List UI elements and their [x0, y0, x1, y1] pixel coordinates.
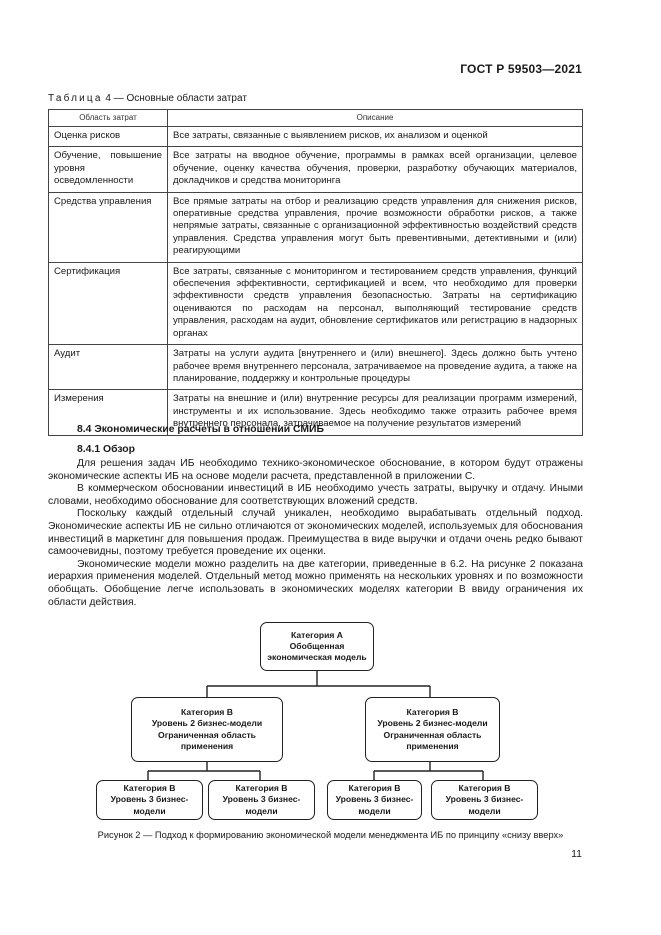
cost-description-cell: Все затраты, связанные с выявлением рисков, их анализом и оценкой [168, 127, 583, 147]
paragraph: Экономические модели можно разделить на две категории, приведенные в 6.2. На рисунке 2 показана иерархия применения моделей. Отдельный метод можно применять на нескольких уровнях и по возможности обобщать. Обобщение легче использовать в экономических моделях категории В ввиду ограничения их области действия. [48, 558, 583, 608]
box-line: Уровень 2 бизнес-модели [377, 718, 488, 729]
box-line: Категория В [181, 707, 233, 718]
section-heading: 8.4 Экономические расчеты в отношении СМИБ [77, 424, 324, 435]
paragraph: Для решения задач ИБ необходимо технико-экономическое обоснование, в котором будут отражены экономические аспекты ИБ на основе модели расчета, представленной в приложении С. [48, 458, 583, 482]
column-header-area: Область затрат [49, 110, 168, 127]
box-line: Категория А [291, 629, 343, 640]
box-line: экономическая модель [267, 652, 367, 663]
box-line: модели [133, 805, 166, 816]
box-line: Категория В [406, 707, 459, 718]
page-number: 11 [571, 848, 582, 860]
level3-box [208, 780, 315, 820]
box-line: Категория В [123, 783, 176, 794]
paragraph: В коммерческом обосновании инвестиций в ИБ необходимо учесть затраты, выручку и отдачу. Иными словами, необходимо обоснование для соответствующих вложений средств. [48, 483, 583, 507]
paragraph: Поскольку каждый отдельный случай уникален, необходимо вырабатывать отдельный подход. Экономические аспекты ИБ не сильно отличаются от экономических моделей, используемых для обоснования инвестиций в маркетинг для повышения продаж. Преимущества в виде выручки и отдачи очень редко бывают самоочевидны, поэтому требуется проведение их оценки. [48, 508, 583, 558]
box-line: Уровень 3 бизнес- [445, 794, 524, 805]
box-line: Уровень 3 бизнес- [335, 794, 414, 805]
standard-number: ГОСТ Р 59503—2021 [460, 62, 582, 76]
figure-caption: Рисунок 2 — Подход к формированию экономической модели менеджмента ИБ по принципу «снизу вверх» [97, 830, 564, 840]
cost-description-cell: Затраты на внешние и (или) внутренние ресурсы для реализации программ измерений, инструменты и их использование. Здесь необходимо также отразить рабочее время внутреннего персонала, затрачиваемое на получение результатов измерений [168, 390, 583, 435]
table-caption-title: 4 — Основные области затрат [102, 93, 247, 104]
table-caption-prefix: Таблица [48, 93, 103, 104]
box-line: Категория В [235, 783, 288, 794]
box-line: Ограниченная область [383, 729, 482, 740]
level3-box [327, 780, 422, 820]
box-line: модели [358, 805, 391, 816]
cost-area-cell: Сертификация [49, 262, 168, 344]
cost-area-cell: Аудит [49, 345, 168, 390]
cost-description-cell: Все прямые затраты на отбор и реализацию средств управления для снижения рисков, оперативные средства управления, прочие возможности обработки рисков, а также непрямые затраты, связанные с организационной эффективностью воздействий средств управления. Средства управления могут быть превентивными, детективными и (или) реагирующими [168, 192, 583, 262]
cost-description-cell: Все затраты на вводное обучение, программы в рамках всей организации, целевое обучение, оценку качества обучения, проверки, разработку обучающих материалов, докладчиков и средства мониторинга [168, 147, 583, 192]
box-line: Обобщенная [289, 640, 345, 651]
level2-box-left [131, 697, 283, 762]
cost-area-cell: Оценка рисков [49, 127, 168, 147]
cost-description-cell: Все затраты, связанные с мониторингом и тестированием средств управления, функций обеспечения эффективности, сертификацией и всем, что необходимо для проверки эффективности средств управления безопасностью. Затраты на сертификацию оцениваются по расходам на персонал, выполняющий тестирование средств управления, расходам на аудит, обновление сертификатов или регистрацию в надзорных органах [168, 262, 583, 344]
level3-box [96, 780, 203, 820]
cost-area-cell: Средства управления [49, 192, 168, 262]
category-a-box [260, 622, 374, 671]
box-line: Категория В [348, 783, 401, 794]
box-line: Уровень 3 бизнес- [110, 794, 189, 805]
box-line: модели [468, 805, 501, 816]
subsection-heading: 8.4.1 Обзор [77, 444, 135, 455]
box-line: Ограниченная область [158, 729, 256, 740]
box-line: применения [406, 740, 459, 751]
cost-area-cell: Измерения [49, 390, 168, 435]
column-header-description: Описание [168, 110, 583, 127]
box-line: применения [180, 740, 234, 751]
cost-area-cell: Обучение, повышение уровня осведомленности [49, 147, 168, 192]
box-line: модели [245, 805, 278, 816]
box-line: Категория В [458, 783, 511, 794]
level3-box [431, 780, 538, 820]
cost-description-cell: Затраты на услуги аудита [внутреннего и (или) внешнего]. Здесь должно быть учтено рабочее время внутреннего персонала, затрачиваемое на проведение аудита, а также на планирование, поддержку и контрольные процедуры [168, 345, 583, 390]
level2-box-right [365, 697, 500, 762]
box-line: Уровень 2 бизнес-модели [151, 718, 263, 729]
box-line: Уровень 3 бизнес- [222, 794, 301, 805]
